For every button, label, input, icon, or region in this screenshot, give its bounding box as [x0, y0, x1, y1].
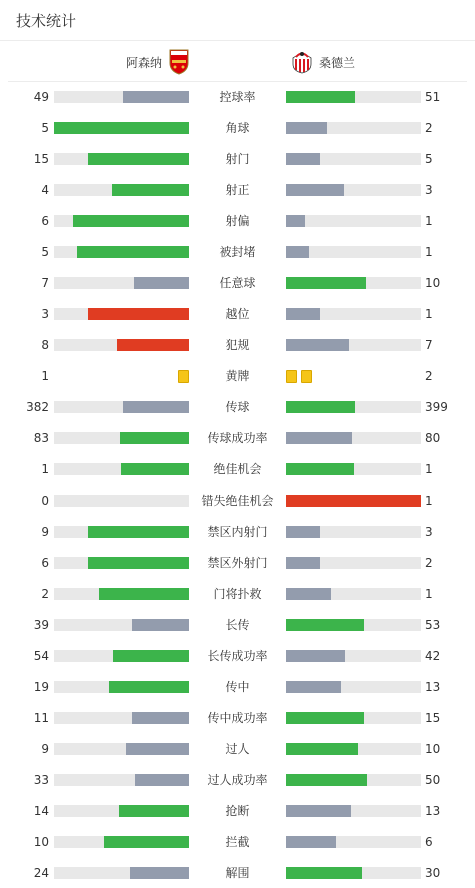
home-value: 382	[26, 400, 49, 415]
away-value: 2	[425, 121, 433, 136]
home-bar-track	[54, 91, 189, 103]
stat-row	[0, 833, 475, 851]
away-value: 50	[425, 772, 441, 787]
away-bar-track	[286, 681, 421, 693]
home-bar-track	[54, 215, 189, 227]
title-divider	[0, 40, 475, 41]
away-bar-track	[286, 557, 421, 569]
home-value: 8	[41, 338, 49, 353]
away-value: 2	[425, 369, 433, 384]
away-bar-track	[286, 401, 421, 413]
home-value: 1	[41, 462, 49, 477]
away-bar-track	[286, 122, 421, 134]
away-bar-fill	[286, 339, 349, 351]
home-bar-track	[54, 401, 189, 413]
away-value: 1	[425, 493, 433, 508]
away-bar-track	[286, 215, 421, 227]
stat-row	[0, 740, 475, 758]
away-value: 10	[425, 276, 441, 291]
home-bar-fill	[121, 463, 189, 475]
away-bar-fill	[286, 588, 331, 600]
away-bar-track	[286, 774, 421, 786]
home-bar-track	[54, 743, 189, 755]
stat-label: 被封堵	[219, 245, 256, 260]
home-bar-track	[54, 122, 189, 134]
away-bar-fill	[286, 867, 362, 879]
away-value: 80	[425, 431, 441, 446]
stat-label: 禁区外射门	[207, 555, 268, 570]
away-bar-track	[286, 712, 421, 724]
away-bar-track	[286, 526, 421, 538]
home-value: 49	[33, 90, 49, 104]
away-value: 1	[425, 307, 433, 322]
away-value: 399	[425, 400, 448, 415]
home-value: 24	[33, 866, 49, 880]
home-bar-fill	[134, 277, 189, 289]
home-bar-fill	[88, 526, 189, 538]
away-bar-track	[286, 836, 421, 848]
stat-row	[0, 616, 475, 634]
home-value: 10	[33, 834, 49, 849]
away-bar-fill	[286, 495, 421, 507]
home-bar-track	[54, 153, 189, 165]
home-value: 6	[41, 555, 49, 570]
away-value: 7	[425, 338, 433, 353]
home-bar-track	[54, 712, 189, 724]
home-bar-fill	[130, 867, 189, 879]
arsenal-crest-icon	[168, 49, 190, 75]
stat-label: 解围	[225, 866, 250, 880]
stat-row	[0, 585, 475, 603]
stat-row	[0, 243, 475, 261]
home-bar-fill	[117, 339, 189, 351]
away-bar-track	[286, 743, 421, 755]
away-bar-track	[286, 867, 421, 879]
home-value: 54	[33, 648, 49, 663]
away-bar-fill	[286, 557, 320, 569]
stat-row	[0, 523, 475, 541]
stat-label: 射偏	[225, 214, 250, 229]
home-bar-track	[54, 432, 189, 444]
away-value: 1	[425, 245, 433, 260]
stat-label: 角球	[225, 121, 250, 136]
stat-row	[0, 336, 475, 354]
away-value: 3	[425, 183, 433, 198]
page-title: 技术统计	[16, 12, 77, 30]
home-team-header[interactable]	[126, 49, 190, 75]
stat-row	[0, 678, 475, 696]
home-bar-track	[54, 557, 189, 569]
home-value: 19	[33, 679, 49, 694]
stat-row	[0, 305, 475, 323]
away-bar-track	[286, 650, 421, 662]
away-bar-track	[286, 308, 421, 320]
stat-row	[0, 554, 475, 572]
home-bar-fill	[54, 122, 189, 134]
away-value: 53	[425, 617, 441, 632]
stat-label: 控球率	[219, 90, 256, 104]
stat-label: 传球成功率	[207, 431, 268, 446]
home-bar-track	[54, 339, 189, 351]
away-bar-track	[286, 432, 421, 444]
home-value: 6	[41, 214, 49, 229]
away-value: 13	[425, 679, 441, 694]
stat-row	[0, 367, 475, 385]
away-bar-fill	[286, 277, 366, 289]
home-bar-fill	[104, 836, 189, 848]
stat-label: 拦截	[225, 834, 250, 849]
stat-row	[0, 119, 475, 137]
stat-row	[0, 429, 475, 447]
away-bar-fill	[286, 774, 367, 786]
home-bar-track	[54, 681, 189, 693]
home-bar-fill	[123, 401, 189, 413]
away-bar-track	[286, 619, 421, 631]
away-value: 1	[425, 214, 433, 229]
away-team-name: 桑德兰	[319, 55, 356, 70]
away-bar-fill	[286, 246, 309, 258]
home-bar-fill	[109, 681, 189, 693]
home-value: 14	[33, 803, 49, 818]
away-bar-fill	[286, 122, 327, 134]
away-bar-fill	[286, 432, 352, 444]
away-bar-track	[286, 153, 421, 165]
away-value: 1	[425, 462, 433, 477]
home-bar-track	[54, 463, 189, 475]
stat-row	[0, 492, 475, 510]
away-bar-fill	[286, 215, 305, 227]
home-value: 2	[41, 586, 49, 601]
home-bar-track	[54, 495, 189, 507]
away-value: 13	[425, 803, 441, 818]
home-bar-fill	[113, 650, 189, 662]
away-bar-fill	[286, 308, 320, 320]
stat-label: 传球	[225, 400, 250, 415]
home-bar-track	[54, 805, 189, 817]
home-value: 9	[41, 524, 49, 539]
away-value: 42	[425, 648, 441, 663]
home-bar-fill	[132, 712, 189, 724]
stat-label: 传中	[225, 679, 250, 694]
stat-row	[0, 181, 475, 199]
home-value: 4	[41, 183, 49, 198]
stat-label: 长传成功率	[207, 648, 268, 663]
yellow-card-icon	[301, 370, 312, 383]
home-bar-track	[54, 184, 189, 196]
away-bar-track	[286, 91, 421, 103]
stat-label: 越位	[225, 307, 250, 322]
stat-label: 任意球	[219, 276, 256, 291]
away-cards	[286, 370, 312, 383]
home-team-name: 阿森纳	[126, 55, 163, 70]
home-bar-track	[54, 246, 189, 258]
stat-label: 抢断	[225, 803, 250, 818]
stat-label: 犯规	[225, 338, 250, 353]
home-value: 7	[41, 276, 49, 291]
home-bar-fill	[99, 588, 189, 600]
away-bar-track	[286, 184, 421, 196]
home-value: 83	[33, 431, 49, 446]
away-value: 3	[425, 524, 433, 539]
home-bar-fill	[77, 246, 189, 258]
away-team-header[interactable]	[291, 49, 355, 75]
stat-row	[0, 802, 475, 820]
stat-label: 传中成功率	[207, 710, 268, 725]
home-bar-fill	[88, 153, 189, 165]
away-bar-track	[286, 246, 421, 258]
home-value: 33	[33, 772, 49, 787]
home-bar-fill	[88, 557, 189, 569]
away-value: 1	[425, 586, 433, 601]
away-bar-track	[286, 588, 421, 600]
away-bar-fill	[286, 153, 320, 165]
stat-label: 错失绝佳机会	[201, 493, 274, 508]
home-bar-fill	[135, 774, 189, 786]
stat-row	[0, 150, 475, 168]
away-bar-track	[286, 277, 421, 289]
home-bar-track	[54, 836, 189, 848]
stat-row	[0, 709, 475, 727]
away-bar-fill	[286, 681, 341, 693]
stat-row	[0, 460, 475, 478]
away-bar-track	[286, 805, 421, 817]
away-value: 15	[425, 710, 441, 725]
away-bar-fill	[286, 743, 358, 755]
home-value: 39	[33, 617, 49, 632]
stat-label: 过人成功率	[207, 772, 268, 787]
stat-label: 绝佳机会	[213, 462, 262, 477]
home-value: 1	[41, 369, 49, 384]
stat-label: 过人	[225, 741, 250, 756]
away-bar-fill	[286, 526, 320, 538]
away-bar-track	[286, 463, 421, 475]
away-bar-fill	[286, 836, 336, 848]
stat-label: 门将扑救	[213, 586, 262, 601]
home-cards	[178, 370, 189, 383]
away-value: 6	[425, 834, 433, 849]
home-value: 5	[41, 121, 49, 136]
home-bar-fill	[126, 743, 189, 755]
away-bar-fill	[286, 712, 364, 724]
home-bar-track	[54, 588, 189, 600]
home-bar-fill	[73, 215, 189, 227]
away-value: 10	[425, 741, 441, 756]
stat-label: 长传	[225, 617, 250, 632]
home-bar-track	[54, 526, 189, 538]
home-bar-track	[54, 277, 189, 289]
stat-row	[0, 88, 475, 106]
stat-row	[0, 398, 475, 416]
home-bar-fill	[123, 91, 189, 103]
yellow-card-icon	[286, 370, 297, 383]
away-bar-fill	[286, 401, 355, 413]
home-value: 3	[41, 307, 49, 322]
away-bar-fill	[286, 463, 354, 475]
home-value: 0	[41, 493, 49, 508]
away-bar-track	[286, 339, 421, 351]
home-bar-track	[54, 867, 189, 879]
home-value: 15	[33, 152, 49, 167]
home-bar-fill	[119, 805, 189, 817]
away-value: 2	[425, 555, 433, 570]
away-bar-fill	[286, 650, 345, 662]
sunderland-crest-icon	[291, 49, 313, 75]
away-bar-track	[286, 495, 421, 507]
stat-row	[0, 771, 475, 789]
stat-label: 禁区内射门	[207, 524, 268, 539]
yellow-card-icon	[178, 370, 189, 383]
away-value: 30	[425, 866, 441, 880]
stat-label: 射正	[225, 183, 250, 198]
stat-label: 黄牌	[225, 369, 250, 384]
home-value: 5	[41, 245, 49, 260]
home-bar-track	[54, 650, 189, 662]
home-value: 11	[33, 710, 49, 725]
away-bar-fill	[286, 805, 351, 817]
away-bar-fill	[286, 184, 344, 196]
stat-row	[0, 647, 475, 665]
home-bar-fill	[112, 184, 189, 196]
home-bar-track	[54, 774, 189, 786]
stat-row	[0, 274, 475, 292]
header-divider	[8, 81, 467, 82]
away-bar-fill	[286, 619, 364, 631]
stat-row	[0, 212, 475, 230]
stat-row	[0, 864, 475, 882]
home-value: 9	[41, 741, 49, 756]
home-bar-fill	[120, 432, 189, 444]
away-value: 5	[425, 152, 433, 167]
away-value: 51	[425, 90, 441, 104]
home-bar-fill	[88, 308, 189, 320]
stat-label: 射门	[225, 152, 250, 167]
away-bar-fill	[286, 91, 355, 103]
home-bar-track	[54, 308, 189, 320]
home-bar-track	[54, 619, 189, 631]
home-bar-fill	[132, 619, 189, 631]
